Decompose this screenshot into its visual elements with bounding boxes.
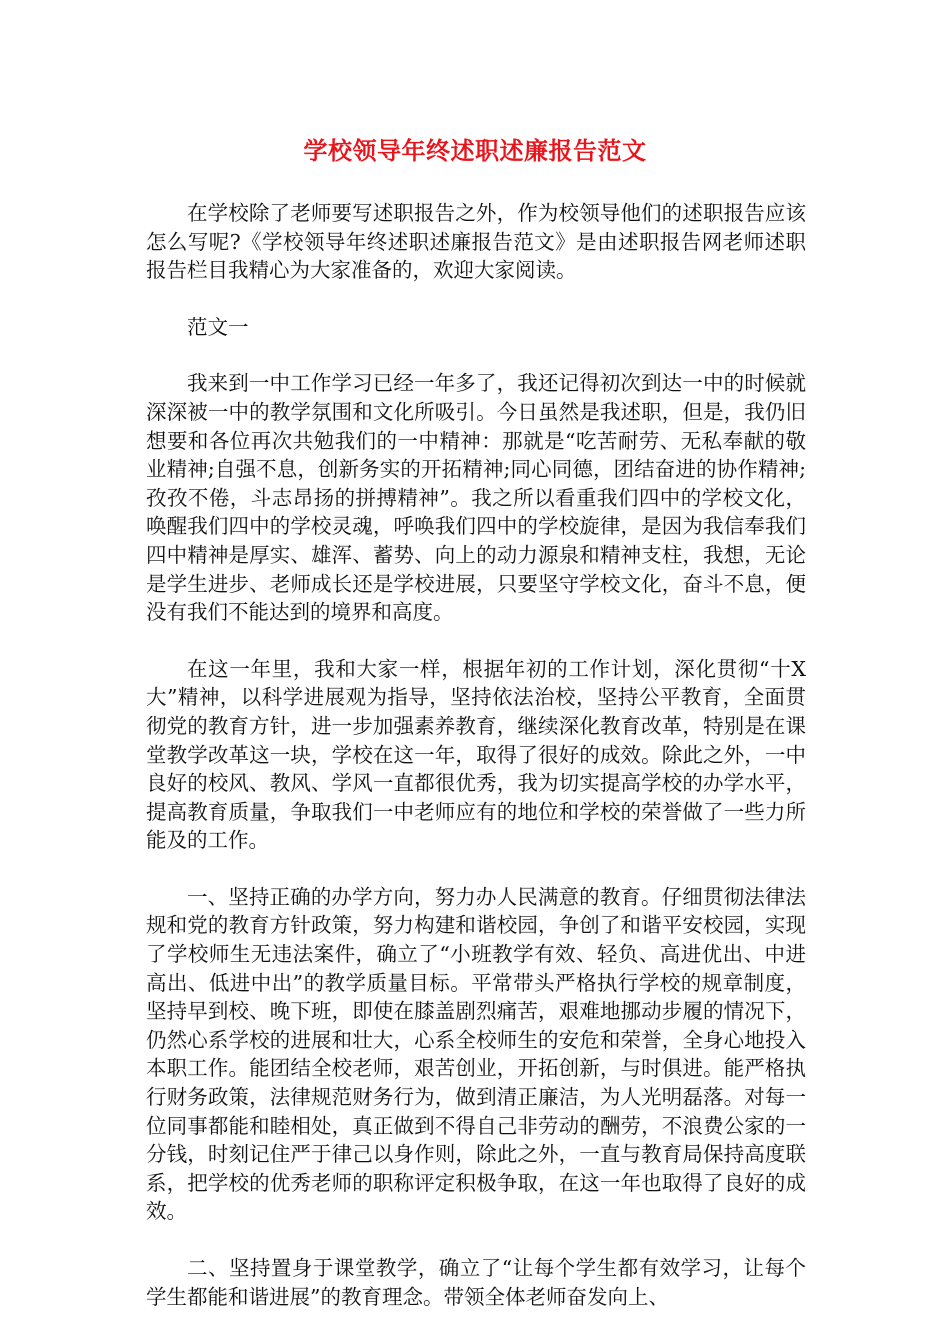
document-title: 学校领导年终述职述廉报告范文: [303, 137, 647, 165]
paragraph-intro: 在学校除了老师要写述职报告之外，作为校领导他们的述职报告应该怎么写呢?《学校领导年终述职述廉报告范文》是由述职报告网老师述职报告栏目我精心为大家准备的，欢迎大家阅读。: [146, 201, 806, 283]
paragraph-point-two: 二、坚持置身于课堂教学，确立了“让每个学生都有效学习，让每个学生都能和谐进展”的教育理念。带领全体老师奋发向上、: [146, 1256, 806, 1309]
paragraph-spirit: 我来到一中工作学习已经一年多了，我还记得初次到达一中的时候就深深被一中的教学氛围和文化所吸引。今日虽然是我述职，但是，我仍旧想要和各位再次共勉我们的一中精神：那就是“吃苦耐劳、无私奉献的敬业精神;自强不息，创新务实的开拓精神;同心同德，团结奋进的协作精神;孜孜不倦，斗志昂扬的拼搏精神”。我之所以看重我们四中的学校文化，唤醒我们四中的学校灵魂，呼唤我们四中的学校旋律，是因为我信奉我们四中精神是厚实、雄浑、蓄势、向上的动力源泉和精神支柱，我想，无论是学生进步、老师成长还是学校进展，只要坚守学校文化，奋斗不息，便没有我们不能达到的境界和高度。: [146, 371, 806, 625]
paragraph-year-review: 在这一年里，我和大家一样，根据年初的工作计划，深化贯彻“十X大”精神，以科学进展观为指导，坚持依法治校，坚持公平教育，全面贯彻党的教育方针，进一步加强素养教育，继续深化教育改革，特别是在课堂教学改革这一块，学校在这一年，取得了很好的成效。除此之外，一中良好的校风、教风、学风一直都很优秀，我为切实提高学校的办学水平，提高教育质量，争取我们一中老师应有的地位和学校的荣誉做了一些力所能及的工作。: [146, 656, 806, 853]
paragraph-point-one: 一、坚持正确的办学方向，努力办人民满意的教育。仔细贯彻法律法规和党的教育方针政策，努力构建和谐校园，争创了和谐平安校园，实现了学校师生无违法案件，确立了“小班教学有效、轻负、高进优出、中进高出、低进中出”的教学质量目标。平常带头严格执行学校的规章制度，坚持早到校、晚下班，即使在膝盖剧烈痛苦，艰难地挪动步履的情况下，仍然心系学校的进展和壮大，心系全校师生的安危和荣誉，全身心地投入本职工作。能团结全校老师，艰苦创业，开拓创新，与时俱进。能严格执行财务政策，法律规范财务行为，做到清正廉洁，为人光明磊落。对每一位同事都能和睦相处，真正做到不得自己非劳动的酬劳，不浪费公家的一分钱，时刻记住严于律己以身作则，除此之外，一直与教育局保持高度联系，把学校的优秀老师的职称评定积极争取，在这一年也取得了良好的成效。: [146, 884, 806, 1224]
section-label-sample-one: 范文一: [187, 314, 249, 339]
document-body: [146, 199, 806, 1339]
